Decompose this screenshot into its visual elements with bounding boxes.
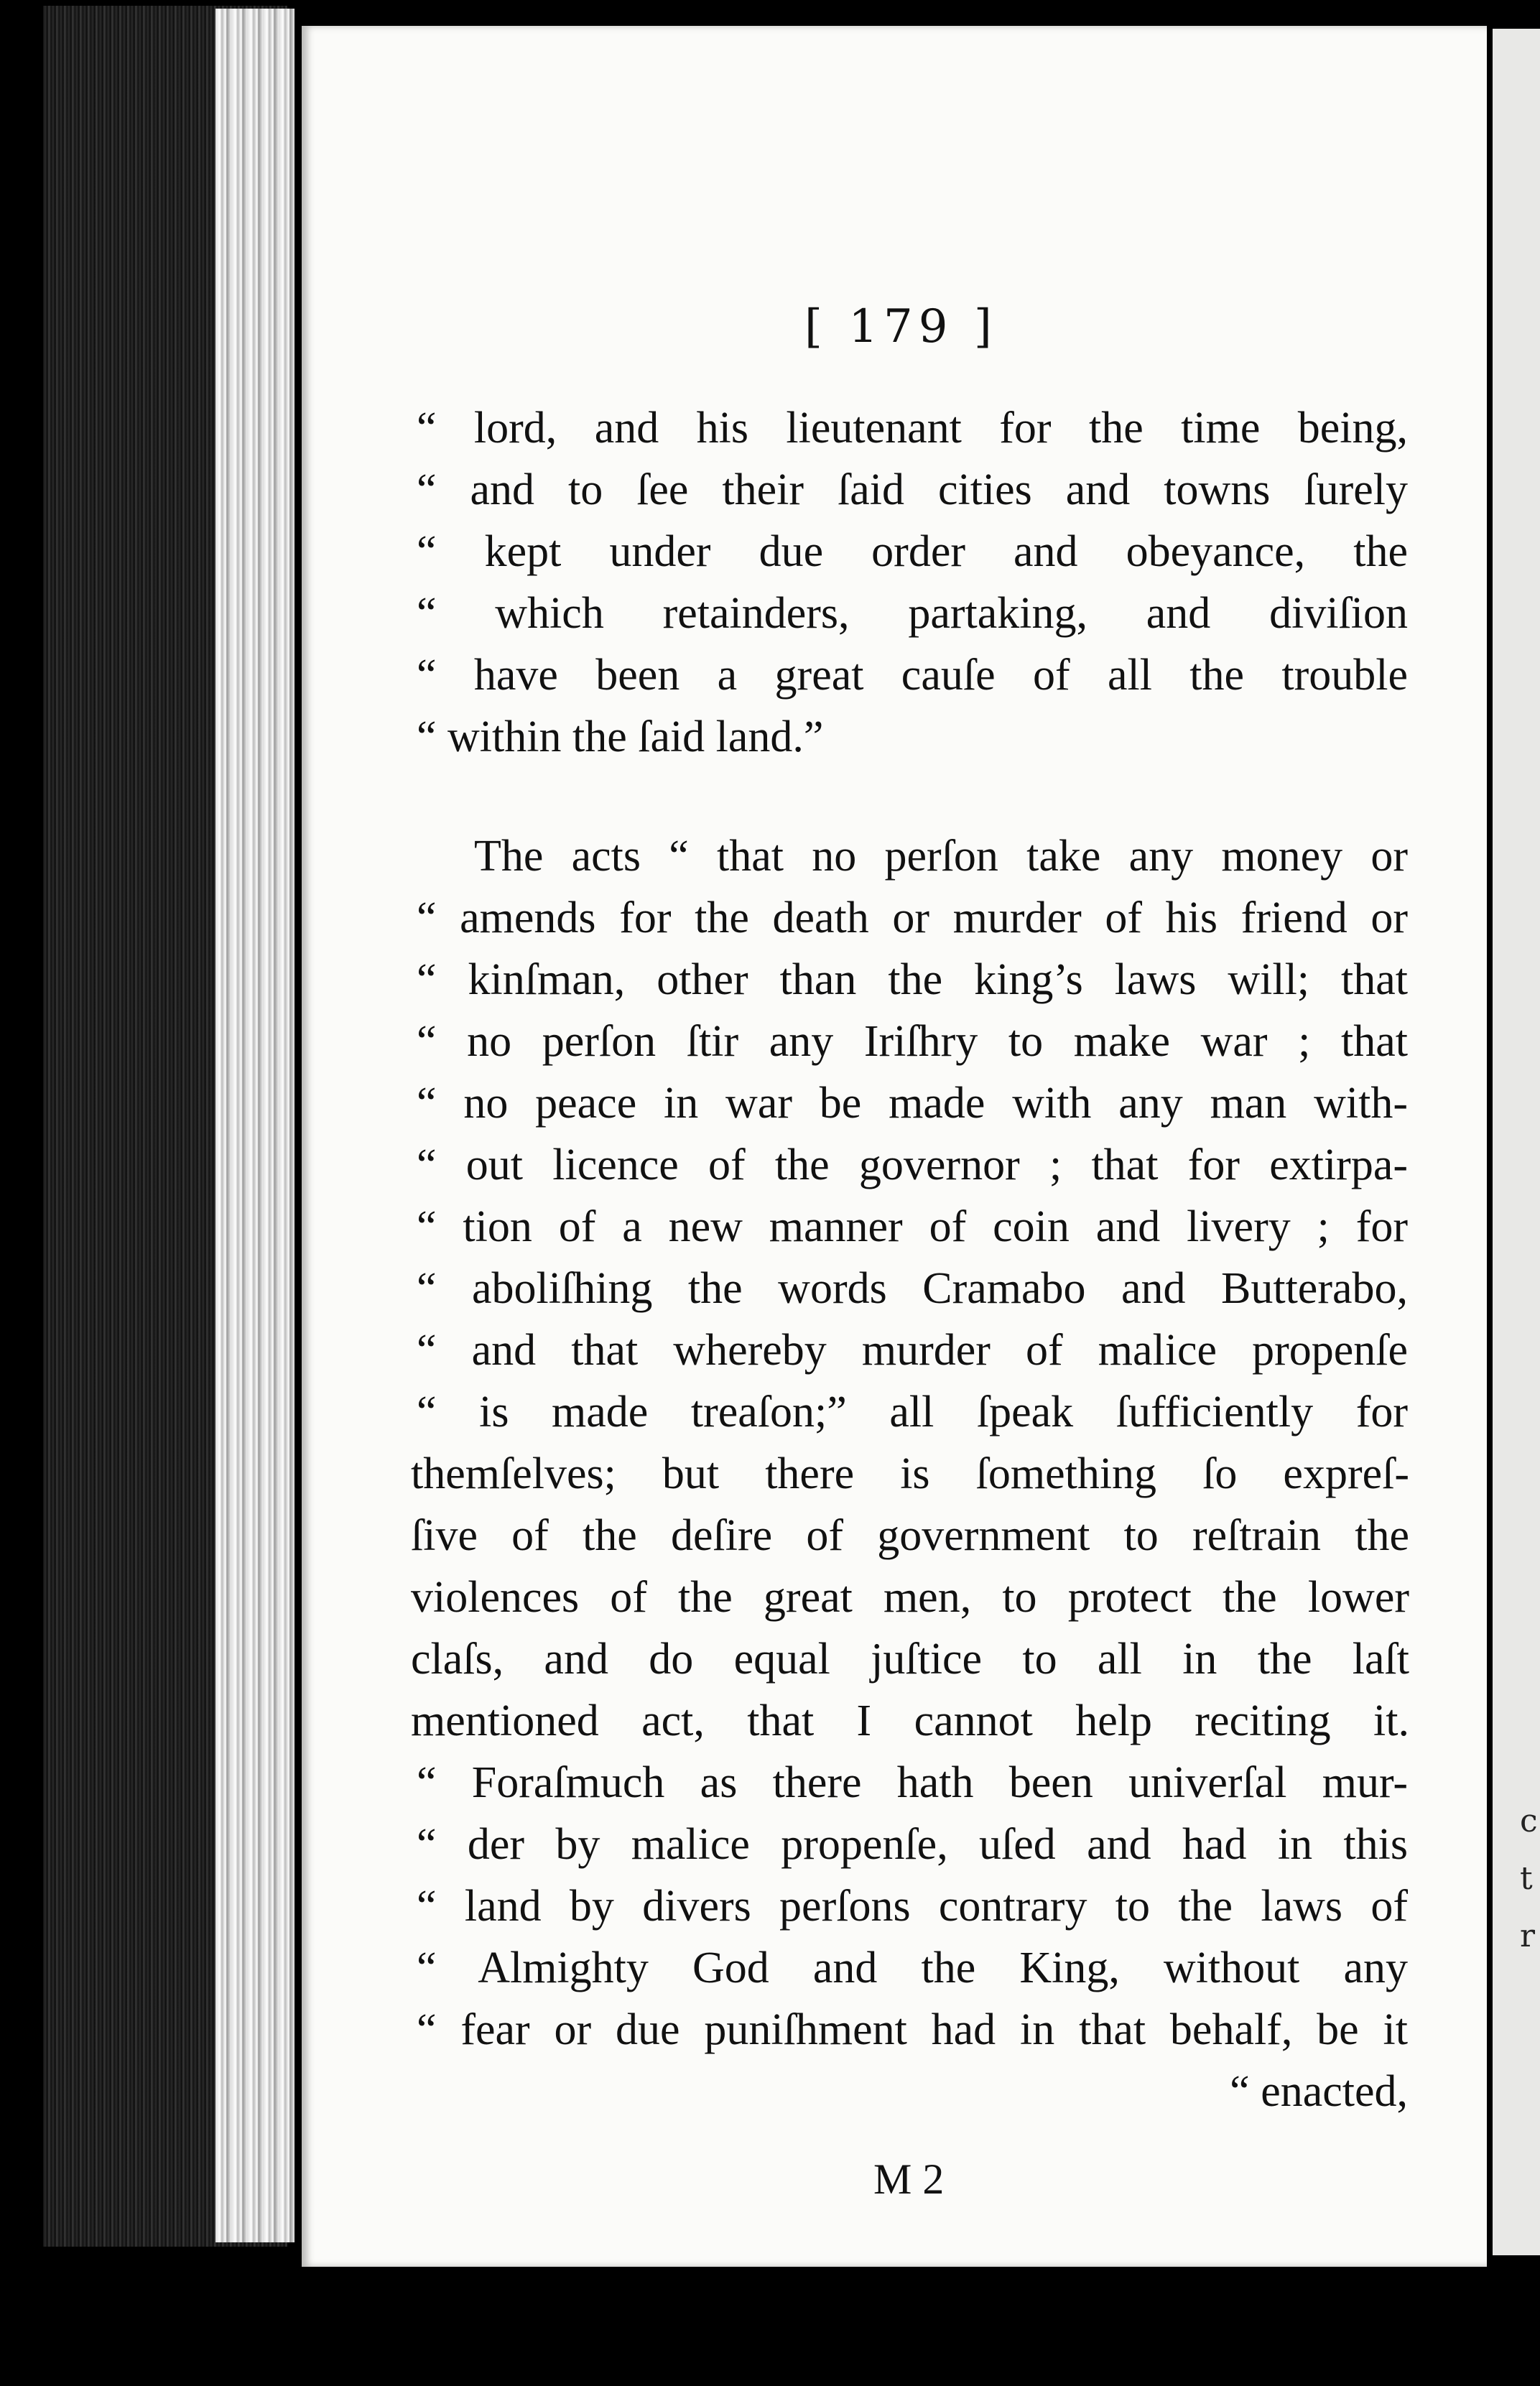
- text-line: “ and that whereby murder of malice propenſe: [417, 1326, 1408, 1375]
- facing-page-char: t: [1520, 1860, 1533, 1897]
- text-line: “ kept under due order and obeyance, the: [417, 527, 1408, 576]
- catchword: “ enacted,: [1230, 2067, 1408, 2116]
- text-line: ſive of the deſire of government to reſtrain the: [411, 1511, 1409, 1560]
- text-line: mentioned act, that I cannot help reciting it.: [411, 1696, 1409, 1745]
- text-line: “ no perſon ſtir any Iriſhry to make war ; that: [417, 1017, 1408, 1066]
- text-line: “ aboliſhing the words Cramabo and Butterabo,: [417, 1264, 1408, 1313]
- text-line: “ tion of a new manner of coin and livery ; for: [417, 1202, 1408, 1251]
- facing-page-char: r: [1520, 1918, 1536, 1954]
- text-line: “ Almighty God and the King, without any: [417, 1944, 1408, 1992]
- text-line: violences of the great men, to protect the lower: [411, 1573, 1409, 1622]
- text-line: “ and to ſee their ſaid cities and towns ſurely: [417, 465, 1408, 514]
- text-line: “ fear or due puniſhment had in that behalf, be it: [417, 2005, 1408, 2054]
- text-line: “ have been a great cauſe of all the trouble: [417, 651, 1408, 700]
- text-line: “ lord, and his lieutenant for the time being,: [417, 404, 1408, 452]
- text-line: “ is made treaſon;” all ſpeak ſufficiently for: [417, 1388, 1408, 1436]
- text-line: “ amends for the death or murder of his friend or: [417, 893, 1408, 942]
- text-line: “ kinſman, other than the king’s laws will; that: [417, 955, 1408, 1004]
- text-line: “ Foraſmuch as there hath been univerſal mur-: [417, 1758, 1408, 1807]
- page-stack: [215, 9, 294, 2242]
- facing-page-char: c: [1520, 1803, 1538, 1839]
- text-line: themſelves; but there is ſomething ſo expreſ-: [411, 1449, 1409, 1498]
- text-line: “ der by malice propenſe, uſed and had in this: [417, 1820, 1408, 1869]
- text-line: The acts “ that no perſon take any money or: [474, 832, 1408, 881]
- signature-mark: M 2: [873, 2155, 945, 2203]
- text-line: “ out licence of the governor ; that for extirpa-: [417, 1141, 1408, 1189]
- text-line: “ no peace in war be made with any man with-: [417, 1079, 1408, 1128]
- text-line: “ within the ſaid land.”: [417, 712, 824, 761]
- text-line: claſs, and do equal juſtice to all in the laſt: [411, 1635, 1409, 1684]
- text-line: “ which retainders, partaking, and diviſion: [417, 589, 1408, 638]
- page-header: [ 179 ]: [804, 300, 998, 353]
- text-line: “ land by divers perſons contrary to the laws of: [417, 1882, 1408, 1931]
